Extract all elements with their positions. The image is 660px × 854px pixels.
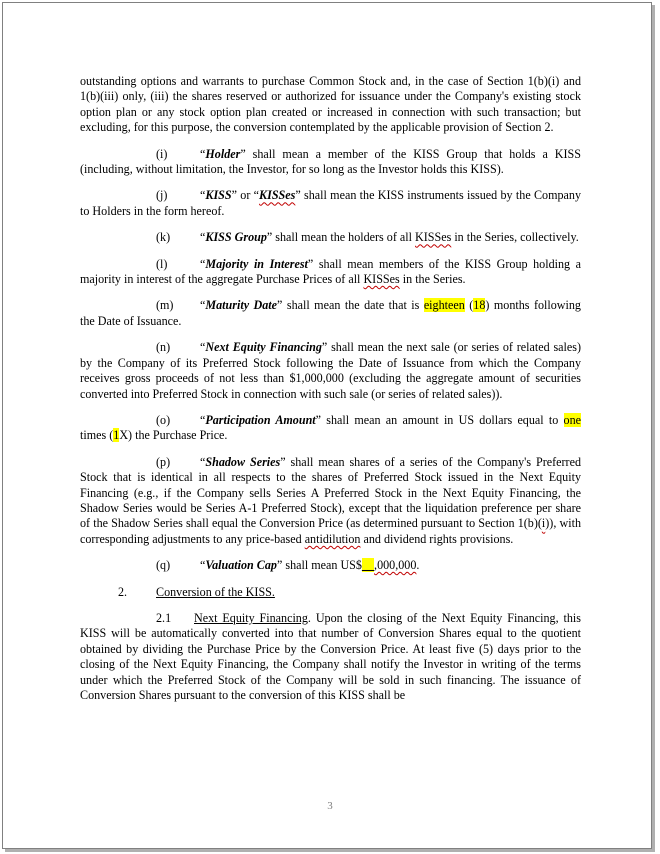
definition-m: (m) “Maturity Date” shall mean the date that is eighteen (18) months following the Date of Issuance. (80, 298, 581, 328)
def-text: in the Series, collectively. (451, 230, 579, 245)
def-number: (i) (156, 146, 168, 161)
def-text: times ( (80, 428, 114, 443)
intro-paragraph (80, 74, 581, 136)
spellcheck-word: KISSes (415, 230, 452, 245)
section-text: . Upon the closing of the Next Equity Financing, this KISS will be automatically converted into that number of Conversion Shares equal to the quotient obtained by dividing the Purchase Price by the Conversion Price. At least five (5) days prior to the closing of the Next Equity Financing, the Company shall notify the Investor in writing of the terms under which the Preferred Stock of the Company will be sold in such financing. The issuance of Conversion Shares pursuant to the conversion of this KISS shall be (80, 610, 581, 702)
def-text: ( (464, 298, 474, 313)
def-number: (n) (156, 340, 171, 355)
section-title: Next Equity Financing (194, 610, 308, 625)
spellcheck-word: antidilution (304, 531, 361, 546)
def-text: )), with corresponding adjustments to any price-based (80, 516, 581, 546)
def-text: shall mean shares of a series of the Company's Preferred Stock that is identical in all respects to the shares of Preferred Stock issued in the Next Equity Financing (e.g., if the Company sells Series A Preferred Stock in the Next Equity Financing, the Shadow Series would be Series A-1 Preferred Stock), except that the liquidation preference per share of the Shadow Series shall equal the Conversion Price (as determined pursuant to Section 1(b)( (80, 454, 581, 531)
highlighted-text: one (563, 412, 581, 427)
def-text: shall mean US$ (282, 558, 362, 573)
def-number: (j) (156, 188, 168, 203)
def-text: and dividend rights provisions. (360, 531, 514, 546)
def-term: Shadow Series (205, 454, 281, 469)
def-term: Participation Amount (205, 412, 316, 427)
highlighted-text: 18 (473, 298, 486, 313)
def-term: Holder (205, 146, 241, 161)
highlighted-text: 1 (113, 428, 120, 443)
definition-q: (q) “Valuation Cap” shall mean US$__,000,000. (156, 558, 420, 573)
section-number: 2. (118, 584, 128, 599)
spellcheck-word: ,000,000 (374, 558, 417, 573)
def-term: Majority in Interest (205, 256, 308, 271)
def-text: shall mean the date that is (282, 298, 424, 313)
def-text: shall mean an amount in US dollars equal to (321, 412, 564, 427)
definition-i: (i) “Holder” shall mean a member of the KISS Group that holds a KISS (including, without limitation, the Investor, for so long as the Investor holds this KISS). (80, 146, 581, 177)
highlighted-text: eighteen (423, 298, 465, 313)
section-number: 2.1 (156, 610, 172, 625)
definition-o: (o) “Participation Amount” shall mean an amount in US dollars equal to one times (1X) the Purchase Price. (80, 412, 581, 443)
spellcheck-word: i (541, 516, 546, 531)
page-number: 3 (327, 800, 333, 812)
def-text: ) months following the Date of Issuance. (80, 298, 581, 328)
definition-k: (k) “KISS Group” shall mean the holders of all KISSes in the Series, collectively. (156, 230, 579, 245)
def-text: X) the Purchase Price. (119, 428, 228, 443)
def-number: (l) (156, 256, 168, 271)
def-number: (m) (156, 298, 174, 313)
def-term: KISS Group (205, 230, 267, 245)
def-term: Valuation Cap (205, 558, 277, 573)
def-term: KISSes (259, 188, 296, 203)
definition-j: (j) “KISS” or “KISSes” shall mean the KISS instruments issued by the Company to Holders in the form hereof. (80, 188, 582, 218)
def-number: (o) (156, 412, 171, 427)
def-number: (q) (156, 558, 171, 573)
def-number: (k) (156, 230, 171, 245)
def-text: shall mean members of the KISS Group holding a majority in interest of the aggregate Purchase Prices of all (80, 256, 582, 287)
definition-n: (n) “Next Equity Financing” shall mean the next sale (or series of related sales) by the Company of its Preferred Stock following the Date of Issuance from which the Company receives gross proceeds of not less than $1,000,000 (excluding the aggregate amount of securities converted into Preferred Stock in connection with such sale (or series of related sales)). (80, 340, 581, 401)
def-text: shall mean the next sale (or series of related sales) by the Company of its Preferred Stock following the Date of Issuance from which the Company receives gross proceeds of not less than $1,000,000 (excluding the aggregate amount of securities converted into Preferred Stock in connection with such sale (or series of related sales)). (80, 340, 581, 401)
def-text: . (416, 558, 420, 573)
def-term: KISS (205, 188, 232, 203)
def-text: shall mean the holders of all (272, 230, 415, 245)
def-text: shall mean the KISS instruments issued by the Company to Holders in the form hereof. (80, 188, 582, 218)
def-number: (p) (156, 454, 171, 469)
definition-l: (l) “Majority in Interest” shall mean members of the KISS Group holding a majority in interest of the aggregate Purchase Prices of all KISSes in the Series. (80, 256, 582, 287)
def-text: shall mean a member of the KISS Group that holds a KISS (including, without limitation, the Investor, for so long as the Investor holds this KISS). (80, 146, 581, 177)
section-title: Conversion of the KISS. (156, 584, 275, 599)
def-term: Maturity Date (205, 298, 278, 313)
definition-p: (p) “Shadow Series” shall mean shares of a series of the Company's Preferred Stock that is identical in all respects to the shares of Preferred Stock issued in the Next Equity Financing (e.g., if the Company sells Series A Preferred Stock in the Next Equity Financing, the Shadow Series would be Series A-1 Preferred Stock), except that the liquidation preference per share of the Shadow Series shall equal the Conversion Price (as determined pursuant to Section 1(b)(i)), with corresponding adjustments to any price-based antidilution and dividend rights provisions. (80, 454, 581, 546)
def-term: Next Equity Financing (205, 340, 322, 355)
intro-text: outstanding options and warrants to purchase Common Stock and, in the case of Section 1(b)(i) and 1(b)(iii) only, (iii) the shares reserved or authorized for issuance under the Company's existing stock option plan or any stock option plan created or increased in connection with such transaction; but excluding, for this purpose, the conversion contemplated by the applicable provision of Section 2. (80, 74, 581, 135)
def-text: or (236, 188, 254, 203)
def-text: in the Series. (399, 272, 466, 287)
section-2-1-paragraph (80, 611, 581, 703)
fill-in-blank: __ (361, 558, 375, 573)
section-2-heading (80, 585, 581, 600)
document-body (80, 74, 581, 703)
spellcheck-word: KISSes (363, 272, 400, 287)
